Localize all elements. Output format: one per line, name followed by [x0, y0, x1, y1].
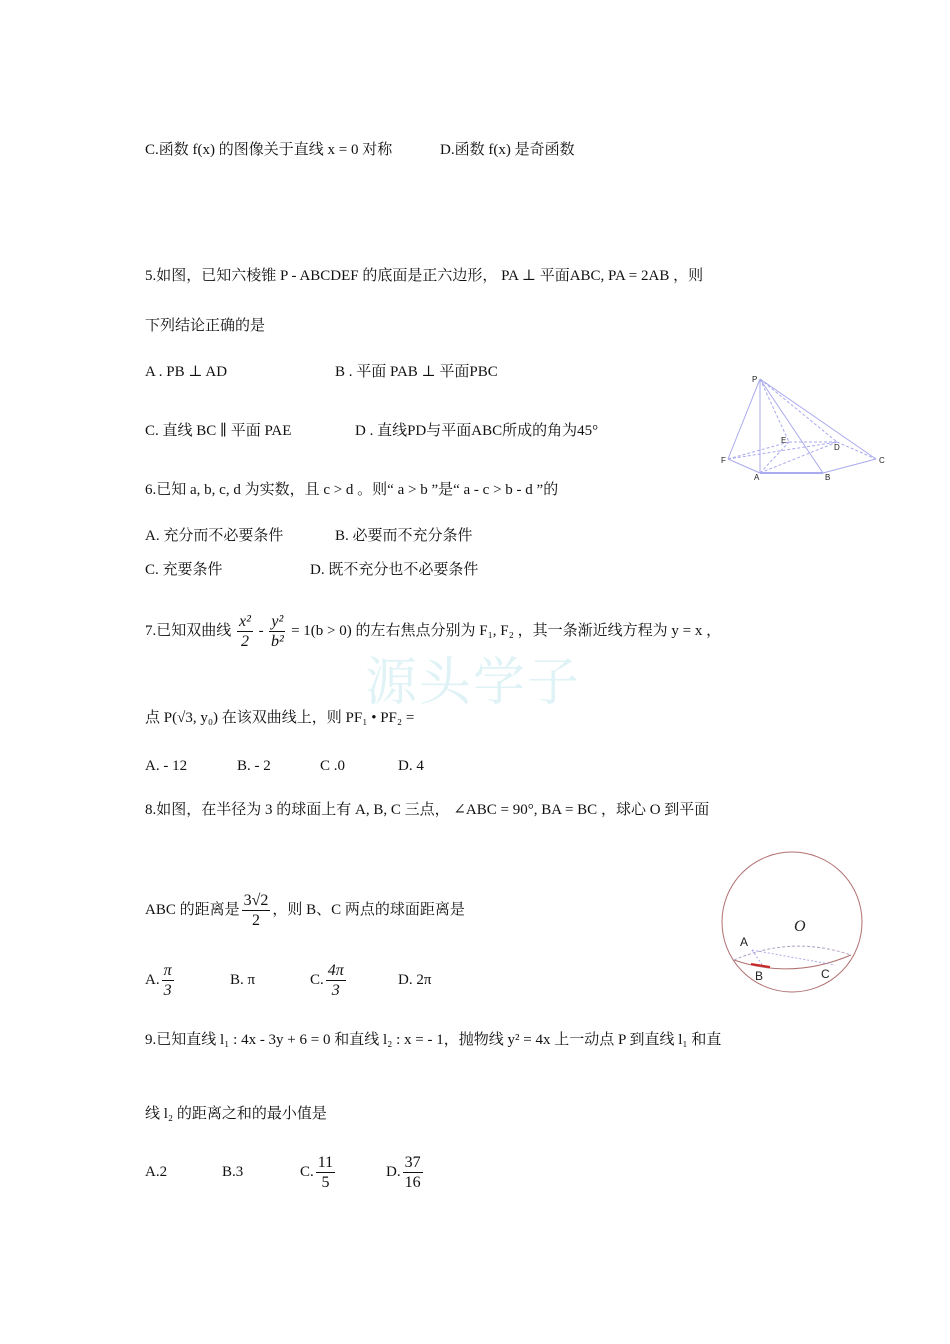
q5-stem-cont: 下列结论正确的是 — [145, 318, 266, 334]
q6-option-c: C. 充要条件 — [145, 562, 223, 578]
label-c: C — [879, 456, 885, 465]
q6-stem: 6.已知 a, b, c, d 为实数，且 c > d 。则“ a > b ”是“ a - c > b - d ”的 — [145, 482, 559, 498]
label-e: E — [781, 436, 787, 445]
label-c: C — [821, 967, 830, 981]
q8-option-b: B. π — [230, 972, 256, 988]
q4-option-c: C.函数 f(x) 的图像关于直线 x = 0 对称 — [145, 142, 393, 158]
q9-option-b: B.3 — [222, 1164, 244, 1180]
label-d: D — [834, 443, 840, 452]
q8-stem-cont: ABC 的距离是 $\frac{3√2}{2}$ ，则 B、C 两点的球面距离是 — [145, 892, 465, 930]
sphere-figure — [715, 845, 870, 995]
q7-pre: 7.已知双曲线 — [145, 623, 232, 639]
q5-option-d: D . 直线PD与平面ABC所成的角为45° — [355, 423, 599, 439]
q7-post: = 1(b > 0) 的左右焦点分别为 F₁, F₂ ，其一条渐近线方程为 y = x ， — [291, 623, 722, 639]
q7-option-a: A. - 12 — [145, 758, 188, 774]
q7-stem-cont: 点 P(√3, y₀) 在该双曲线上，则 PF₁ • PF₂ = — [145, 710, 415, 726]
q5-option-c: C. 直线 BC ∥ 平面 PAE — [145, 423, 292, 439]
q6-option-a: A. 充分而不必要条件 — [145, 528, 284, 544]
fraction-37-16: $\frac{37}{16}$ — [404, 1154, 421, 1192]
q6-option-d: D. 既不充分也不必要条件 — [310, 562, 479, 578]
hexagonal-pyramid-figure — [710, 365, 900, 485]
fraction-x2-2: $\frac{\text{x²}}{2}$ — [239, 613, 251, 651]
q8-option-a: A. $\frac{\pi}{3}$ — [145, 962, 172, 1000]
q7-option-b: B. - 2 — [237, 758, 271, 774]
q8-option-d: D. 2π — [398, 972, 432, 988]
q6-option-b: B. 必要而不充分条件 — [335, 528, 473, 544]
label-f: F — [721, 456, 726, 465]
label-b: B — [825, 473, 831, 482]
label-a: A — [754, 473, 760, 482]
q9-option-d: D. $\frac{37}{16}$ — [386, 1154, 421, 1192]
q5-option-a: A . PB ⊥ AD — [145, 364, 228, 380]
q9-stem-cont: 线 l₂ 的距离之和的最小值是 — [145, 1106, 327, 1122]
q4-option-d: D.函数 f(x) 是奇函数 — [440, 142, 575, 158]
q8-option-c: C. $\frac{4\pi}{3}$ — [310, 962, 344, 1000]
q5-stem: 5.如图，已知六棱锥 P - ABCDEF 的底面是正六边形， PA ⊥ 平面ABC, PA = 2AB ，则 — [145, 268, 704, 284]
q9-option-c: C. $\frac{11}{5}$ — [300, 1154, 334, 1192]
fraction-y2-b2: $\frac{\text{y²}}{\text{b²}}$ — [270, 613, 284, 651]
fraction-4pi-3: $\frac{4\pi}{3}$ — [327, 962, 344, 1000]
q8-stem: 8.如图，在半径为 3 的球面上有 A, B, C 三点， ∠ABC = 90°, BA = BC ，球心 O 到平面 — [145, 802, 710, 818]
q9-stem: 9.已知直线 l₁ : 4x - 3y + 6 = 0 和直线 l₂ : x = - 1，抛物线 y² = 4x 上一动点 P 到直线 l₁ 和直 — [145, 1032, 722, 1048]
q5-option-b: B . 平面 PAB ⊥ 平面PBC — [335, 364, 498, 380]
label-b: B — [755, 969, 764, 983]
q7-stem: 7.已知双曲线 $\frac{\text{x²}}{2}$ - $\frac{\text{y²}}{\text{b²}}$ = 1(b > 0) 的左右焦点分别为 F₁, F₂ ，其一条渐近线方程为 y = x ， — [145, 613, 722, 651]
label-o: O — [794, 918, 806, 935]
fraction-3sqrt2-2: $\frac{3√2}{2}$ — [243, 892, 269, 930]
q9-option-a: A.2 — [145, 1164, 168, 1180]
watermark: 源头学子 — [365, 653, 582, 713]
label-p: P — [752, 375, 758, 384]
q7-option-c: C .0 — [320, 758, 346, 774]
label-a: A — [740, 935, 749, 949]
fraction-pi-3: $\frac{\pi}{3}$ — [163, 962, 172, 1000]
q7-option-d: D. 4 — [398, 758, 424, 774]
fraction-11-5: $\frac{11}{5}$ — [317, 1154, 334, 1192]
